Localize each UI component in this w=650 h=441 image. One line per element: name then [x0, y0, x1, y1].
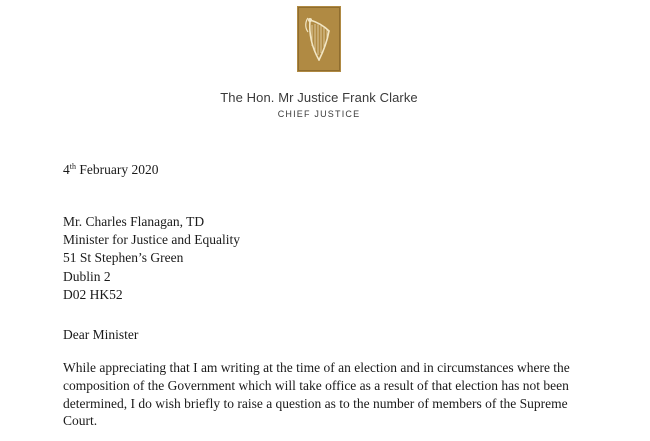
date-month-year: February 2020 — [79, 162, 159, 177]
letter-date — [63, 162, 158, 178]
recipient-name: Mr. Charles Flanagan, TD — [63, 214, 205, 229]
letterhead-name: The Hon. Mr Justice Frank Clarke — [220, 90, 418, 105]
body-line: Court. — [63, 413, 98, 429]
recipient-postcode: D02 HK52 — [63, 286, 123, 302]
recipient-city: Dublin 2 — [63, 268, 111, 284]
recipient-position: Minister for Justice and Equality — [63, 232, 240, 248]
letterhead-title: CHIEF JUSTICE — [277, 109, 361, 119]
date-day: 4 — [63, 162, 70, 177]
date-suffix: th — [69, 162, 76, 171]
harp-crest-icon — [297, 6, 341, 72]
body-line: While appreciating that I am writing at the time of an election and in circumstances where the — [63, 360, 570, 375]
body-line: composition of the Government which will take office as a result of that election has not been — [63, 377, 569, 393]
salutation: Dear Minister — [63, 327, 139, 342]
recipient-street: 51 St Stephen’s Green — [63, 250, 184, 266]
recipient-address — [63, 213, 240, 304]
body-paragraph — [63, 359, 570, 430]
body-line: determined, I do wish briefly to raise a question as to the number of members of the Supreme — [63, 395, 568, 411]
